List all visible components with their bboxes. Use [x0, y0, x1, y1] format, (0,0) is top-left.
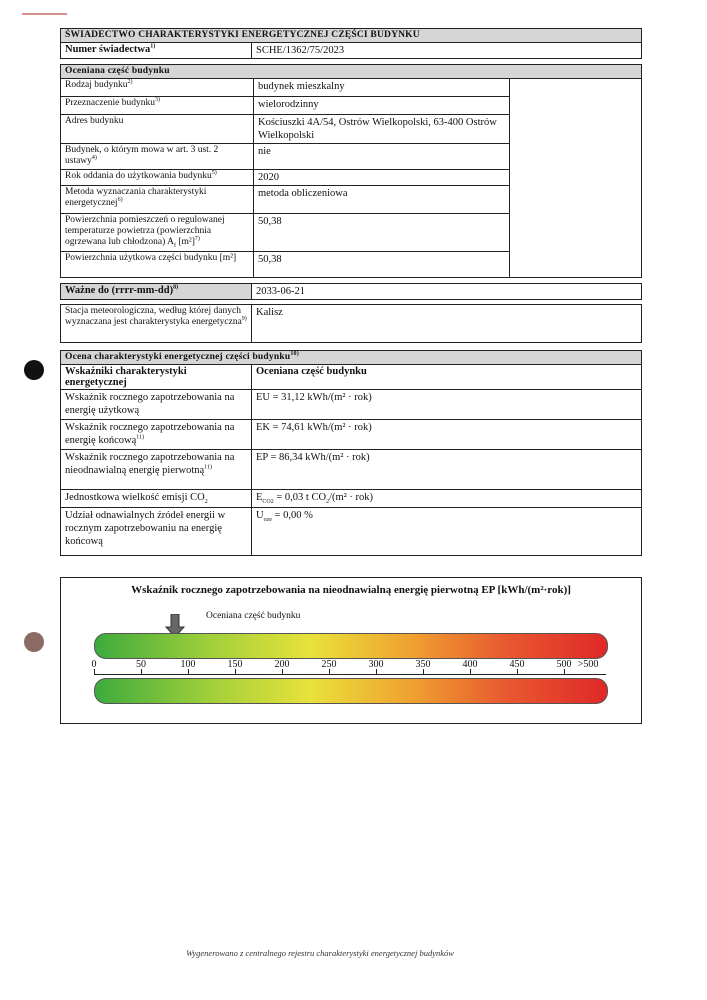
building-photo-cell	[509, 79, 641, 278]
row-value: Kościuszki 4A/54, Ostrów Wielkopolski, 63-400 Ostrów Wielkopolski	[253, 115, 509, 144]
row-label: Budynek, o którym mowa w art. 3 ust. 2 ustawy$^{4)}$	[61, 144, 254, 170]
energy-assessment-header: Ocena charakterystyki energetycznej części budynku$^{10)}$	[61, 351, 642, 365]
ep-label: Wskaźnik rocznego zapotrzebowania na nieodnawialną energię pierwotną$^{11)}$	[61, 450, 252, 490]
scan-mark	[22, 13, 67, 15]
row-value: metoda obliczeniowa	[253, 186, 509, 214]
row-label: Powierzchnia pomieszczeń o regulowanej temperaturze powietrza (powierzchnia ogrzewana lub chłodzona) $A_f$ $[m^2]^{7)}$	[61, 214, 254, 252]
eu-value: EU = 31,12 kWh/(m² · rok)	[252, 390, 642, 420]
scale-tick-label: 0	[91, 659, 97, 670]
row-value: budynek mieszkalny	[253, 79, 509, 97]
validity-table	[60, 283, 642, 343]
scale-tick-label: 50	[136, 659, 146, 670]
energy-assessment-table	[60, 350, 642, 556]
certificate-title: ŚWIADECTWO CHARAKTERYSTYKI ENERGETYCZNEJ CZĘŚCI BUDYNKU	[61, 29, 642, 43]
row-label: Przeznaczenie budynku$^{3)}$	[61, 97, 254, 115]
row-label: Rodzaj budynku$^{2)}$	[61, 79, 254, 97]
row-value: 50,38	[253, 252, 509, 278]
co2-label: Jednostkowa wielkość emisji $CO_2$	[61, 490, 252, 508]
scale-tick-label: 400	[462, 659, 478, 670]
scale-tick-label: 150	[227, 659, 243, 670]
weather-station-label: Stacja meteorologiczna, według której danych wyznaczana jest charakterystyka energetyczna$^{9)}$	[61, 305, 252, 343]
valid-until-value: 2033-06-21	[252, 284, 642, 300]
certificate-header-table	[60, 28, 642, 59]
ep-scale-title: Wskaźnik rocznego zapotrzebowania na nieodnawialną energię pierwotną EP [kWh/(m²·rok)]	[131, 584, 571, 596]
row-label: Rok oddania do użytkowania budynku$^{5)}$	[61, 170, 254, 186]
ep-color-bar-top	[94, 633, 608, 659]
ep-scale-panel	[60, 577, 642, 724]
row-value: wielorodzinny	[253, 97, 509, 115]
row-value: 50,38	[253, 214, 509, 252]
row-label: Powierzchnia użytkowa części budynku [m²]	[61, 252, 254, 278]
indicators-column-header: Wskaźniki charakterystyki energetycznej	[61, 365, 252, 390]
row-value: 2020	[253, 170, 509, 186]
punch-hole-top	[24, 360, 44, 380]
oze-value: $U_{oze} = 0,00$ %	[252, 508, 642, 556]
row-label: Adres budynku	[61, 115, 254, 144]
scale-tick-label: 500	[556, 659, 572, 670]
scale-tick-label: 100	[180, 659, 196, 670]
ep-scale-axis	[61, 660, 641, 680]
certificate-number-value: SCHE/1362/75/2023	[252, 43, 642, 59]
valid-until-label: Ważne do (rrrr-mm-dd)$^{8)}$	[61, 284, 252, 300]
certificate-number-label: Numer świadectwa$^{1)}$	[61, 43, 252, 59]
row-value: nie	[253, 144, 509, 170]
punch-hole-bottom	[24, 632, 44, 652]
assessed-part-header: Oceniana część budynku	[61, 65, 642, 79]
footer-note: Wygenerowano z centralnego rejestru charakterystyki energetycznej budynków	[186, 948, 454, 958]
ek-label: Wskaźnik rocznego zapotrzebowania na energię końcową$^{11)}$	[61, 420, 252, 450]
row-label: Metoda wyznaczania charakterystyki energetycznej$^{6)}$	[61, 186, 254, 214]
ek-value: EK = 74,61 kWh/(m² · rok)	[252, 420, 642, 450]
scale-tick-label: 300	[368, 659, 384, 670]
eu-label: Wskaźnik rocznego zapotrzebowania na energię użytkową	[61, 390, 252, 420]
scale-tick-label: 250	[321, 659, 337, 670]
scale-tick-label: 200	[274, 659, 290, 670]
scale-tick-label-over: >500	[577, 659, 599, 670]
assessed-part-table	[60, 64, 642, 278]
scale-tick-label: 350	[415, 659, 431, 670]
co2-value: $E_{CO2} = 0,03$ t $CO_2/(m^2 \cdot rok)$	[252, 490, 642, 508]
scale-tick-label: 450	[509, 659, 525, 670]
oze-label: Udział odnawialnych źródeł energii w rocznym zapotrzebowaniu na energię końcową	[61, 508, 252, 556]
assessed-column-header: Oceniana część budynku	[252, 365, 642, 390]
weather-station-value: Kalisz	[252, 305, 642, 343]
ep-value: EP = 86,34 kWh/(m² · rok)	[252, 450, 642, 490]
marker-label: Oceniana część budynku	[206, 611, 301, 621]
ep-color-bar-bottom	[94, 678, 608, 704]
